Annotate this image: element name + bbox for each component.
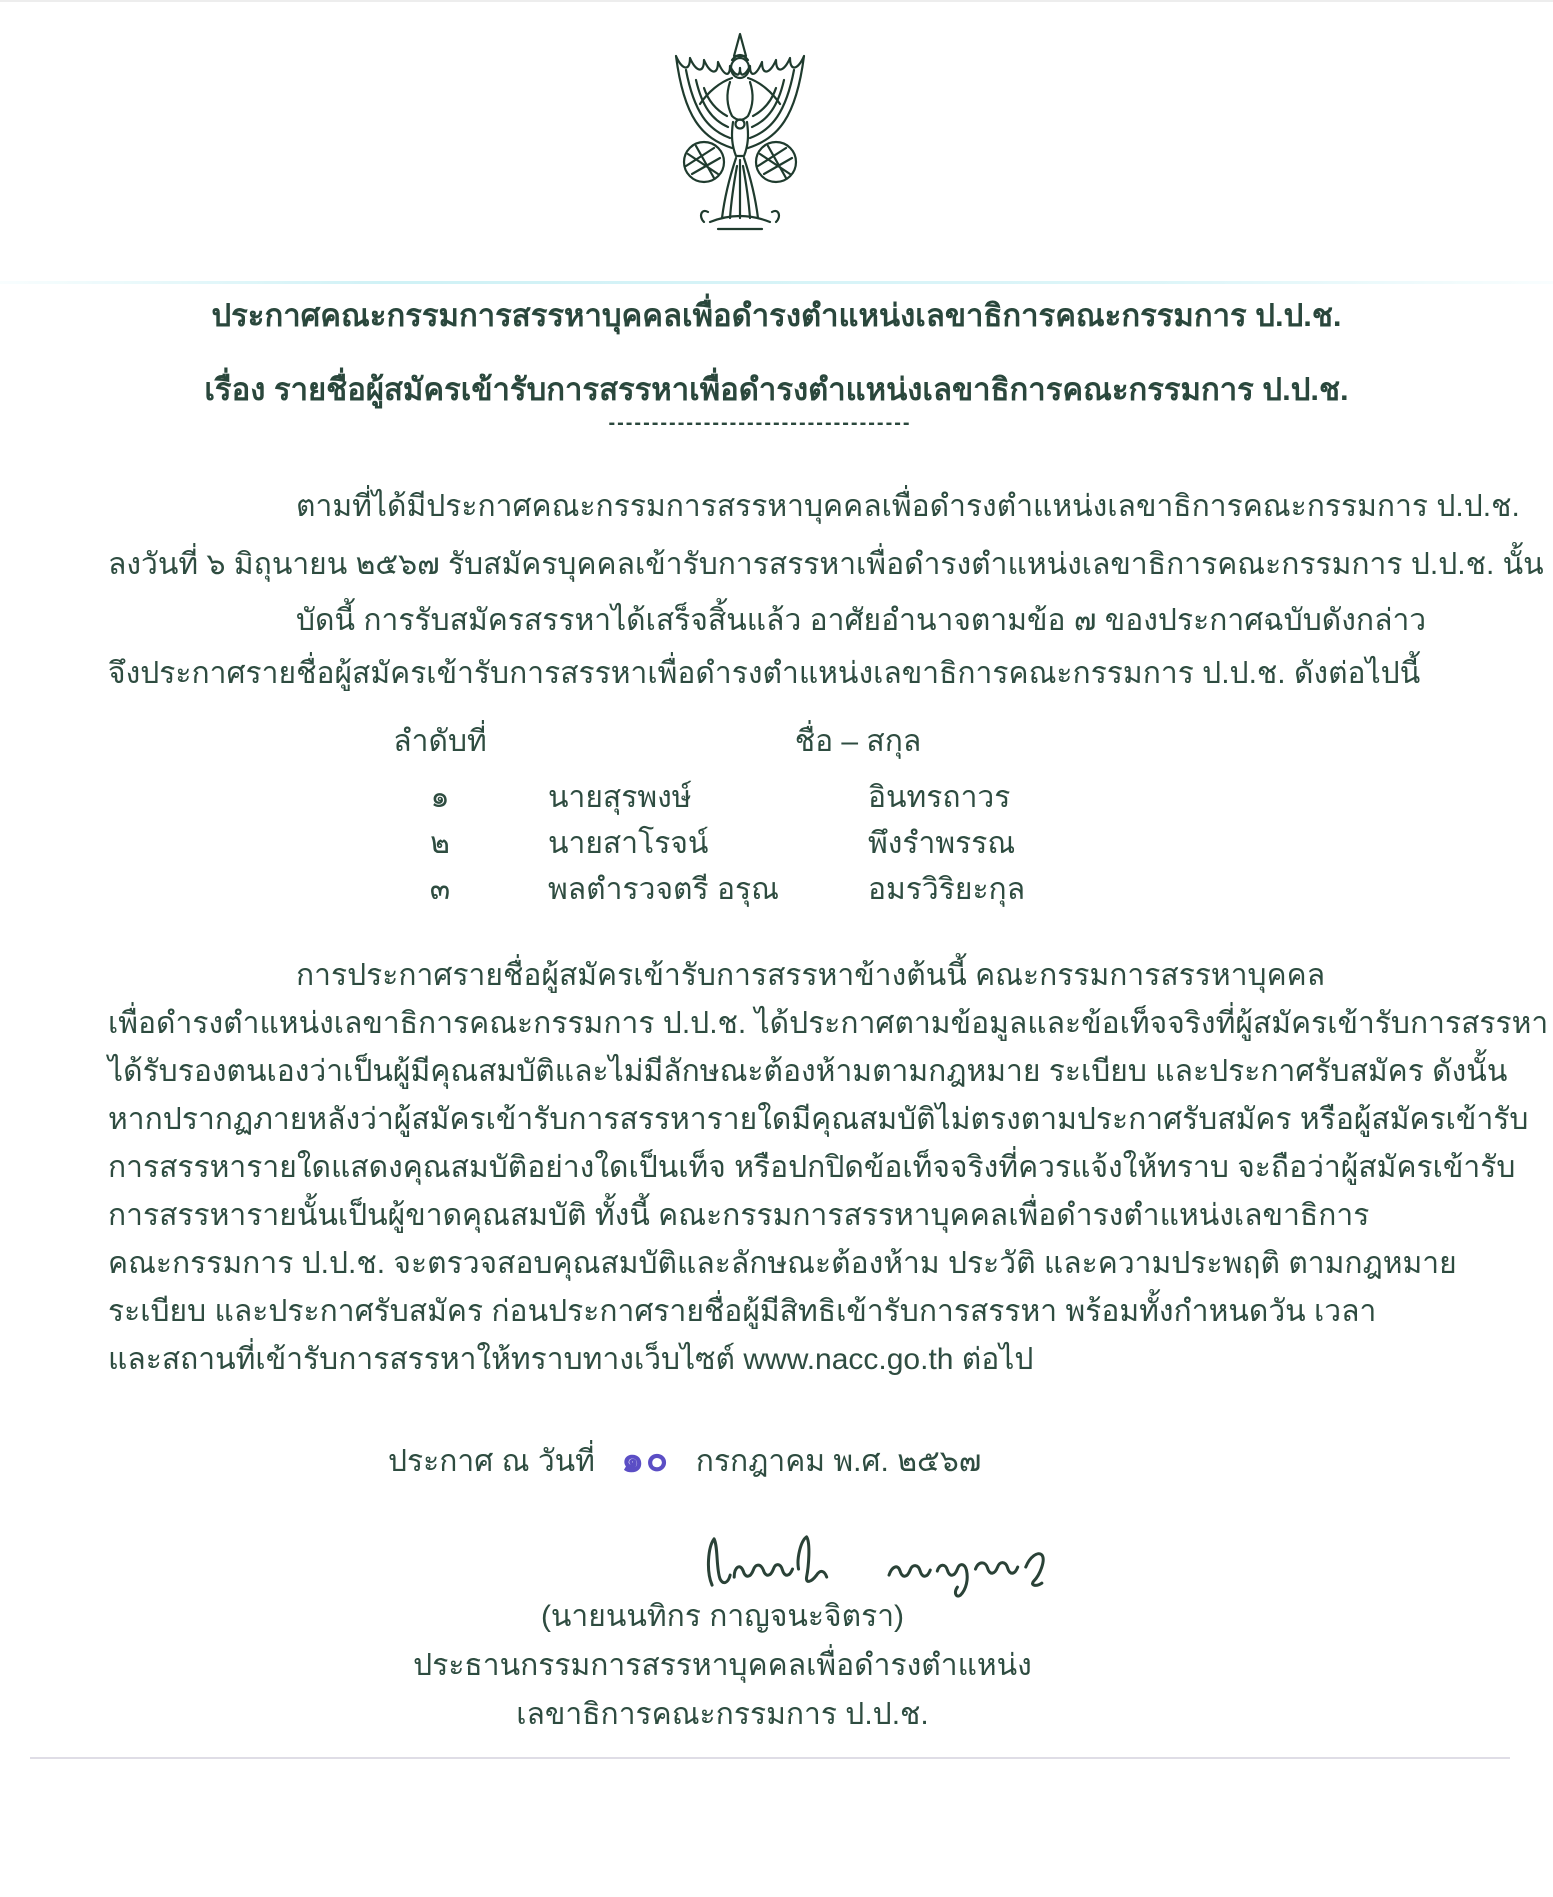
row-last-name: อินทรถาวร bbox=[868, 781, 1011, 814]
paragraph-line: ลงวันที่ ๖ มิถุนายน ๒๕๖๗ รับสมัครบุคคลเข้ารับการสรรหาเพื่อดำรงตำแหน่งเลขาธิการคณะกรรมการ ป.ป.ช. นั้น bbox=[108, 548, 1544, 581]
document-subject-line: เรื่อง รายชื่อผู้สมัครเข้ารับการสรรหาเพื่อดำรงตำแหน่งเลขาธิการคณะกรรมการ ป.ป.ช. bbox=[204, 372, 1349, 407]
scan-artifact-line-upper bbox=[0, 281, 1553, 284]
row-last-name: พึงรำพรรณ bbox=[868, 827, 1016, 860]
paragraph-line: การสรรหารายนั้นเป็นผู้ขาดคุณสมบัติ ทั้งนี้ คณะกรรมการสรรหาบุคคลเพื่อดำรงตำแหน่งเลขาธิการ bbox=[108, 1199, 1370, 1232]
row-first-name: พลตำรวจตรี อรุณ bbox=[548, 873, 779, 906]
signer-block bbox=[0, 1593, 1445, 1740]
paragraph-line: จึงประกาศรายชื่อผู้สมัครเข้ารับการสรรหาเพื่อดำรงตำแหน่งเลขาธิการคณะกรรมการ ป.ป.ช. ดังต่อไปนี้ bbox=[108, 657, 1421, 690]
paragraph-conditions bbox=[108, 952, 1549, 1384]
dashed-divider: ----------------------------------- bbox=[608, 412, 912, 434]
paragraph-line: และสถานที่เข้ารับการสรรหาให้ทราบทางเว็บไซต์ www.nacc.go.th ต่อไป bbox=[108, 1343, 1034, 1376]
document-title: ประกาศคณะกรรมการสรรหาบุคคลเพื่อดำรงตำแหน่งเลขาธิการคณะกรรมการ ป.ป.ช. bbox=[211, 298, 1342, 333]
paragraph-intro bbox=[108, 483, 1544, 599]
paragraph-line: การสรรหารายใดแสดงคุณสมบัติอย่างใดเป็นเท็จ หรือปกปิดข้อเท็จจริงที่ควรแจ้งให้ทราบ จะถือว่าผู้สมัครเข้ารับ bbox=[108, 1151, 1516, 1184]
row-number: ๑ bbox=[430, 781, 450, 814]
applicant-table bbox=[108, 718, 1443, 912]
column-header-name: ชื่อ – สกุล bbox=[794, 725, 922, 758]
row-number: ๓ bbox=[429, 873, 451, 906]
row-first-name: นายสุรพงษ์ bbox=[548, 781, 692, 814]
paragraph-line: ตามที่ได้มีประกาศคณะกรรมการสรรหาบุคคลเพื่อดำรงตำแหน่งเลขาธิการคณะกรรมการ ป.ป.ช. bbox=[296, 490, 1520, 523]
paragraph-line: เพื่อดำรงตำแหน่งเลขาธิการคณะกรรมการ ป.ป.ช. ได้ประกาศตามข้อมูลและข้อเท็จจริงที่ผู้สมัครเข้ารับการสรรหา bbox=[108, 1007, 1549, 1040]
signer-name: (นายนนทิกร กาญจนะจิตรา) bbox=[540, 1600, 905, 1633]
announcement-date-line bbox=[388, 1430, 981, 1487]
table-row bbox=[108, 866, 1443, 912]
paragraph-line: ระเบียบ และประกาศรับสมัคร ก่อนประกาศรายชื่อผู้มีสิทธิเข้ารับการสรรหา พร้อมทั้งกำหนดวัน เวลา bbox=[108, 1295, 1377, 1328]
signature-handwriting-icon bbox=[698, 1520, 1070, 1604]
scan-artifact-line-lower bbox=[30, 1757, 1510, 1759]
date-suffix: กรกฎาคม พ.ศ. ๒๕๖๗ bbox=[695, 1445, 982, 1478]
table-header-row bbox=[108, 718, 1443, 774]
paragraph-line: หากปรากฏภายหลังว่าผู้สมัครเข้ารับการสรรหารายใดมีคุณสมบัติไม่ตรงตามประกาศรับสมัคร หรือผู้สมัครเข้ารับ bbox=[108, 1103, 1529, 1136]
paragraph-line: การประกาศรายชื่อผู้สมัครเข้ารับการสรรหาข้างต้นนี้ คณะกรรมการสรรหาบุคคล bbox=[296, 959, 1326, 992]
signer-position-line-2: เลขาธิการคณะกรรมการ ป.ป.ช. bbox=[516, 1698, 929, 1731]
table-row bbox=[108, 774, 1443, 820]
paragraph-line: ได้รับรองตนเองว่าเป็นผู้มีคุณสมบัติและไม่มีลักษณะต้องห้ามตามกฎหมาย ระเบียบ และประกาศรับสมัคร ดังนั้น bbox=[108, 1055, 1508, 1088]
row-first-name: นายสาโรจน์ bbox=[548, 827, 709, 860]
paragraph-line: คณะกรรมการ ป.ป.ช. จะตรวจสอบคุณสมบัติและลักษณะต้องห้าม ประวัติ และความประพฤติ ตามกฎหมาย bbox=[108, 1247, 1457, 1280]
table-row bbox=[108, 820, 1443, 866]
row-number: ๒ bbox=[430, 827, 450, 860]
column-header-number: ลำดับที่ bbox=[393, 725, 487, 758]
paragraph-line: บัดนี้ การรับสมัครสรรหาได้เสร็จสิ้นแล้ว อาศัยอำนาจตามข้อ ๗ ของประกาศฉบับดังกล่าว bbox=[296, 604, 1427, 637]
row-last-name: อมรวิริยะกุล bbox=[868, 873, 1026, 906]
paragraph-result bbox=[108, 597, 1443, 703]
date-prefix: ประกาศ ณ วันที่ bbox=[388, 1445, 595, 1478]
handwritten-day-number: ๑๐ bbox=[620, 1437, 671, 1480]
signer-position-line-1: ประธานกรรมการสรรหาบุคคลเพื่อดำรงตำแหน่ง bbox=[413, 1649, 1032, 1682]
scan-artifact-top-edge bbox=[0, 0, 1553, 2]
garuda-emblem-icon bbox=[640, 26, 840, 234]
